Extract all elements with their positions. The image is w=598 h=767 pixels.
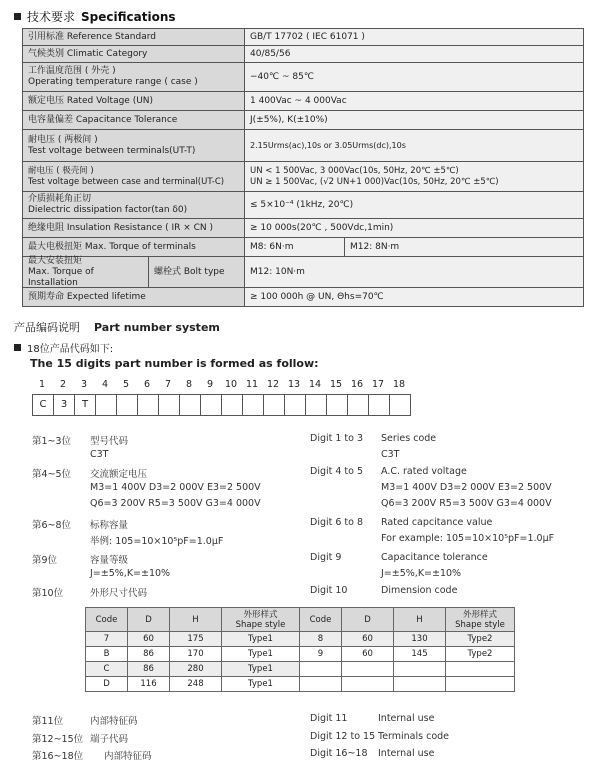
digit-position-label: 10 (224, 379, 238, 390)
spec-label-cn: 工作温度范围 ( 外壳 ) (28, 66, 116, 76)
digit-range-cn: 第6~8位 (32, 520, 72, 531)
dim-cell (300, 662, 342, 677)
tail-range-en: Digit 12 to 15 (310, 731, 376, 742)
dim-cell: Type1 (222, 662, 300, 677)
spec-value: ≥ 100 000h @ UN, Θhs=70℃ (245, 288, 584, 307)
spec-row (23, 63, 584, 92)
dim-cell: Type1 (222, 647, 300, 662)
code-box (158, 394, 180, 416)
spec-label (23, 192, 245, 219)
digit-detail-cn: J=±5%,K=±10% (90, 568, 171, 579)
tail-desc-en: Internal use (378, 748, 435, 759)
dim-row (86, 662, 515, 677)
dim-cell: 175 (170, 632, 222, 647)
digit-detail-cn: Q6=3 200V R5=3 500V G3=4 000V (90, 498, 261, 509)
dim-cell: 170 (170, 647, 222, 662)
spec-label: 绝缘电阻 Insulation Resistance ( IR × CN ) (23, 219, 245, 238)
digit-desc-cn: 外形尺寸代码 (90, 588, 148, 599)
code-box (116, 394, 138, 416)
dim-cell (342, 677, 394, 692)
digit-detail-en: J=±5%,K=±10% (381, 568, 462, 579)
digit-desc-en: Capacitance tolerance (381, 552, 488, 563)
dim-cell: B (86, 647, 128, 662)
spec-label-cn: 耐电压 ( 两极间 ) (28, 134, 98, 145)
spec-row (23, 46, 584, 63)
digit-detail-en: C3T (381, 449, 400, 460)
code-box (200, 394, 222, 416)
digit-detail-en: M3=1 400V D3=2 000V E3=2 500V (381, 482, 552, 493)
dimension-table (85, 607, 515, 692)
dim-cell: 116 (128, 677, 170, 692)
digit-desc-cn: 型号代码 (90, 436, 129, 447)
spec-value: −40℃ ~ 85℃ (245, 63, 584, 92)
spec-value-line: UN < 1 500Vac, 3 000Vac(10s, 50Hz, 20℃ ±5℃) (250, 165, 459, 176)
spec-row (23, 257, 584, 288)
digit-desc-en: A.C. rated voltage (381, 466, 467, 477)
spec-row (23, 219, 584, 238)
code-box (326, 394, 348, 416)
digit-range-cn: 第4~5位 (32, 469, 72, 480)
dim-header: H (394, 608, 446, 632)
spec-value (245, 162, 584, 192)
dim-cell: D (86, 677, 128, 692)
digit-desc-cn: 容量等级 (90, 555, 129, 566)
spec-row (23, 130, 584, 162)
part-number-title-en: Part number system (94, 321, 220, 334)
dim-cell: Type1 (222, 632, 300, 647)
tail-desc-en: Internal use (378, 713, 435, 724)
spec-value: M12: 8N·m (345, 238, 584, 257)
bullet-text: 18位产品代码如下: (27, 344, 114, 355)
spec-label-en: Test voltage between terminals(UT-T) (28, 145, 196, 156)
digit-position-label: 2 (59, 379, 67, 390)
tail-desc-cn: 内部特征码 (90, 716, 138, 727)
digit-range-en: Digit 6 to 8 (310, 517, 364, 528)
digit-position-label: 3 (80, 379, 88, 390)
spec-row (23, 162, 584, 192)
dim-header-cn: 外形样式 (243, 609, 278, 620)
dim-cell: 7 (86, 632, 128, 647)
digit-range-cn: 第1~3位 (32, 436, 72, 447)
digit-position-label: 14 (308, 379, 322, 390)
dim-cell: 280 (170, 662, 222, 677)
dim-cell: 248 (170, 677, 222, 692)
bullet-square-icon (14, 13, 21, 20)
digit-position-label: 17 (371, 379, 385, 390)
digit-position-label: 9 (206, 379, 214, 390)
part-number-title-cn: 产品编码说明 (14, 321, 80, 334)
dim-header: D (342, 608, 394, 632)
spec-value-line: UN ≥ 1 500Vac, (√2 UN+1 000)Vac(10s, 50Hz, 20℃ ±5℃) (250, 176, 499, 187)
dim-cell (300, 677, 342, 692)
digit-position-label: 5 (122, 379, 130, 390)
dim-cell: 130 (394, 632, 446, 647)
digit-position-label: 11 (245, 379, 259, 390)
digit-desc-cn: 交流额定电压 (90, 469, 148, 480)
dim-cell (342, 662, 394, 677)
code-box (221, 394, 243, 416)
specifications-heading (14, 8, 176, 25)
part-number-bullet (14, 340, 113, 355)
spec-value: 1 400Vac ~ 4 000Vac (245, 92, 584, 111)
spec-value: 2.15Urms(ac),10s or 3.05Urms(dc),10s (245, 130, 584, 162)
digit-detail-en: For example: 105=10×10⁵pF=1.0μF (381, 533, 555, 544)
dim-cell (446, 677, 515, 692)
digit-range-en: Digit 4 to 5 (310, 466, 364, 477)
digit-desc-en: Rated capcitance value (381, 517, 493, 528)
dim-cell (446, 662, 515, 677)
spec-value: ≥ 10 000s(20℃ , 500Vdc,1min) (245, 219, 584, 238)
digit-range-cn: 第9位 (32, 555, 58, 566)
dim-header (222, 608, 300, 632)
spec-value: 40/85/56 (245, 46, 584, 63)
spec-label: 最大电极扭矩 Max. Torque of terminals (23, 238, 245, 257)
spec-table (22, 28, 584, 307)
dim-header: H (170, 608, 222, 632)
spec-row (23, 29, 584, 46)
tail-range-en: Digit 11 (310, 713, 348, 724)
spec-label-cn: 耐电压 ( 极壳间 ) (28, 165, 94, 176)
digit-desc-cn: 标称容量 (90, 520, 129, 531)
spec-label (23, 63, 245, 92)
dim-header-en: Shape style (235, 619, 286, 630)
code-box: 3 (53, 394, 75, 416)
spec-label: 预期寿命 Expected lifetime (23, 288, 245, 307)
spec-sub-label: 螺栓式 Bolt type (148, 257, 244, 287)
spec-label-en: Test voltage between case and terminal(UT-C) (28, 176, 225, 187)
code-box (263, 394, 285, 416)
digit-range-en: Digit 10 (310, 585, 348, 596)
dim-cell: Type2 (446, 647, 515, 662)
spec-label-cn: 最大安装扭矩 (28, 255, 83, 266)
spec-row (23, 238, 584, 257)
spec-label-en: Operating temperature range ( case ) (28, 77, 198, 87)
digit-position-label: 12 (266, 379, 280, 390)
digit-position-label: 18 (392, 379, 406, 390)
digit-range-en: Digit 1 to 3 (310, 433, 364, 444)
digit-position-label: 1 (38, 379, 46, 390)
dim-header: Code (300, 608, 342, 632)
digit-range-cn: 第10位 (32, 588, 64, 599)
tail-range-cn: 第12~15位 (32, 734, 84, 745)
spec-row (23, 288, 584, 307)
dim-cell (394, 677, 446, 692)
spec-label: 引用标准 Reference Standard (23, 29, 245, 46)
code-box (242, 394, 264, 416)
dim-row (86, 677, 515, 692)
spec-label (23, 162, 245, 192)
spec-value: M8: 6N·m (245, 238, 345, 257)
code-box (305, 394, 327, 416)
dim-cell: 86 (128, 647, 170, 662)
dim-cell: 60 (342, 647, 394, 662)
spec-row (23, 92, 584, 111)
digit-desc-en: Dimension code (381, 585, 458, 596)
dim-row (86, 647, 515, 662)
spec-row (23, 111, 584, 130)
spec-value: M12: 10N·m (245, 257, 584, 288)
code-boxes (32, 394, 410, 416)
tail-desc-cn: 内部特征码 (104, 751, 152, 762)
spec-label: 电容量偏差 Capacitance Tolerance (23, 111, 245, 130)
code-box: C (32, 394, 54, 416)
tail-range-cn: 第11位 (32, 716, 64, 727)
code-box (368, 394, 390, 416)
dim-cell: 9 (300, 647, 342, 662)
dim-header (446, 608, 515, 632)
code-box: T (74, 394, 96, 416)
dim-cell: 60 (128, 632, 170, 647)
code-box (95, 394, 117, 416)
dim-cell: 60 (342, 632, 394, 647)
spec-label (23, 130, 245, 162)
tail-range-cn: 第16~18位 (32, 751, 84, 762)
spec-label-main (23, 257, 148, 287)
spec-label: 气候类别 Climatic Category (23, 46, 245, 63)
specs-title-en: Specifications (81, 10, 176, 24)
digit-detail-cn: C3T (90, 449, 109, 460)
digit-position-label: 6 (143, 379, 151, 390)
code-box (389, 394, 411, 416)
dim-cell: 8 (300, 632, 342, 647)
part-number-heading (14, 319, 220, 335)
tail-range-en: Digit 16~18 (310, 748, 368, 759)
dim-row (86, 632, 515, 647)
specs-title-cn: 技术要求 (27, 10, 76, 24)
digit-position-label: 15 (329, 379, 343, 390)
dim-header: D (128, 608, 170, 632)
digit-detail-cn: M3=1 400V D3=2 000V E3=2 500V (90, 482, 261, 493)
digit-position-label: 7 (164, 379, 172, 390)
spec-value: GB/T 17702 ( IEC 61071 ) (245, 29, 584, 46)
digit-desc-en: Series code (381, 433, 437, 444)
code-box (179, 394, 201, 416)
dim-cell (394, 662, 446, 677)
digit-position-label: 13 (287, 379, 301, 390)
code-box (137, 394, 159, 416)
spec-value: ≤ 5×10⁻⁴ (1kHz, 20℃) (245, 192, 584, 219)
dim-cell: 86 (128, 662, 170, 677)
digit-position-label: 8 (185, 379, 193, 390)
dim-header-cn: 外形样式 (462, 609, 497, 620)
digit-range-en: Digit 9 (310, 552, 342, 563)
bullet-square-icon (14, 344, 21, 351)
tail-desc-en: Terminals code (378, 731, 450, 742)
tail-desc-cn: 端子代码 (90, 734, 129, 745)
part-number-subheading: The 15 digits part number is formed as follow: (30, 357, 319, 370)
digit-position-label: 16 (350, 379, 364, 390)
spec-row (23, 192, 584, 219)
spec-value: J(±5%), K(±10%) (245, 111, 584, 130)
code-box (284, 394, 306, 416)
digit-detail-cn: 举例: 105=10×10⁵pF=1.0μF (90, 536, 224, 547)
dim-header-en: Shape style (455, 619, 505, 630)
dim-header: Code (86, 608, 128, 632)
code-box (347, 394, 369, 416)
spec-label-en: Max. Torque of Installation (28, 266, 94, 288)
spec-label-cn: 介质损耗角正切 (28, 194, 92, 204)
digit-position-label: 4 (101, 379, 109, 390)
spec-label (23, 257, 245, 288)
dim-cell: C (86, 662, 128, 677)
spec-label: 额定电压 Rated Voltage (UN) (23, 92, 245, 111)
spec-label-en: Dielectric dissipation factor(tan δ0) (28, 205, 188, 215)
dim-header-row (86, 608, 515, 632)
digit-detail-en: Q6=3 200V R5=3 500V G3=4 000V (381, 498, 552, 509)
dim-cell: Type2 (446, 632, 515, 647)
dim-cell: 145 (394, 647, 446, 662)
dim-cell: Type1 (222, 677, 300, 692)
